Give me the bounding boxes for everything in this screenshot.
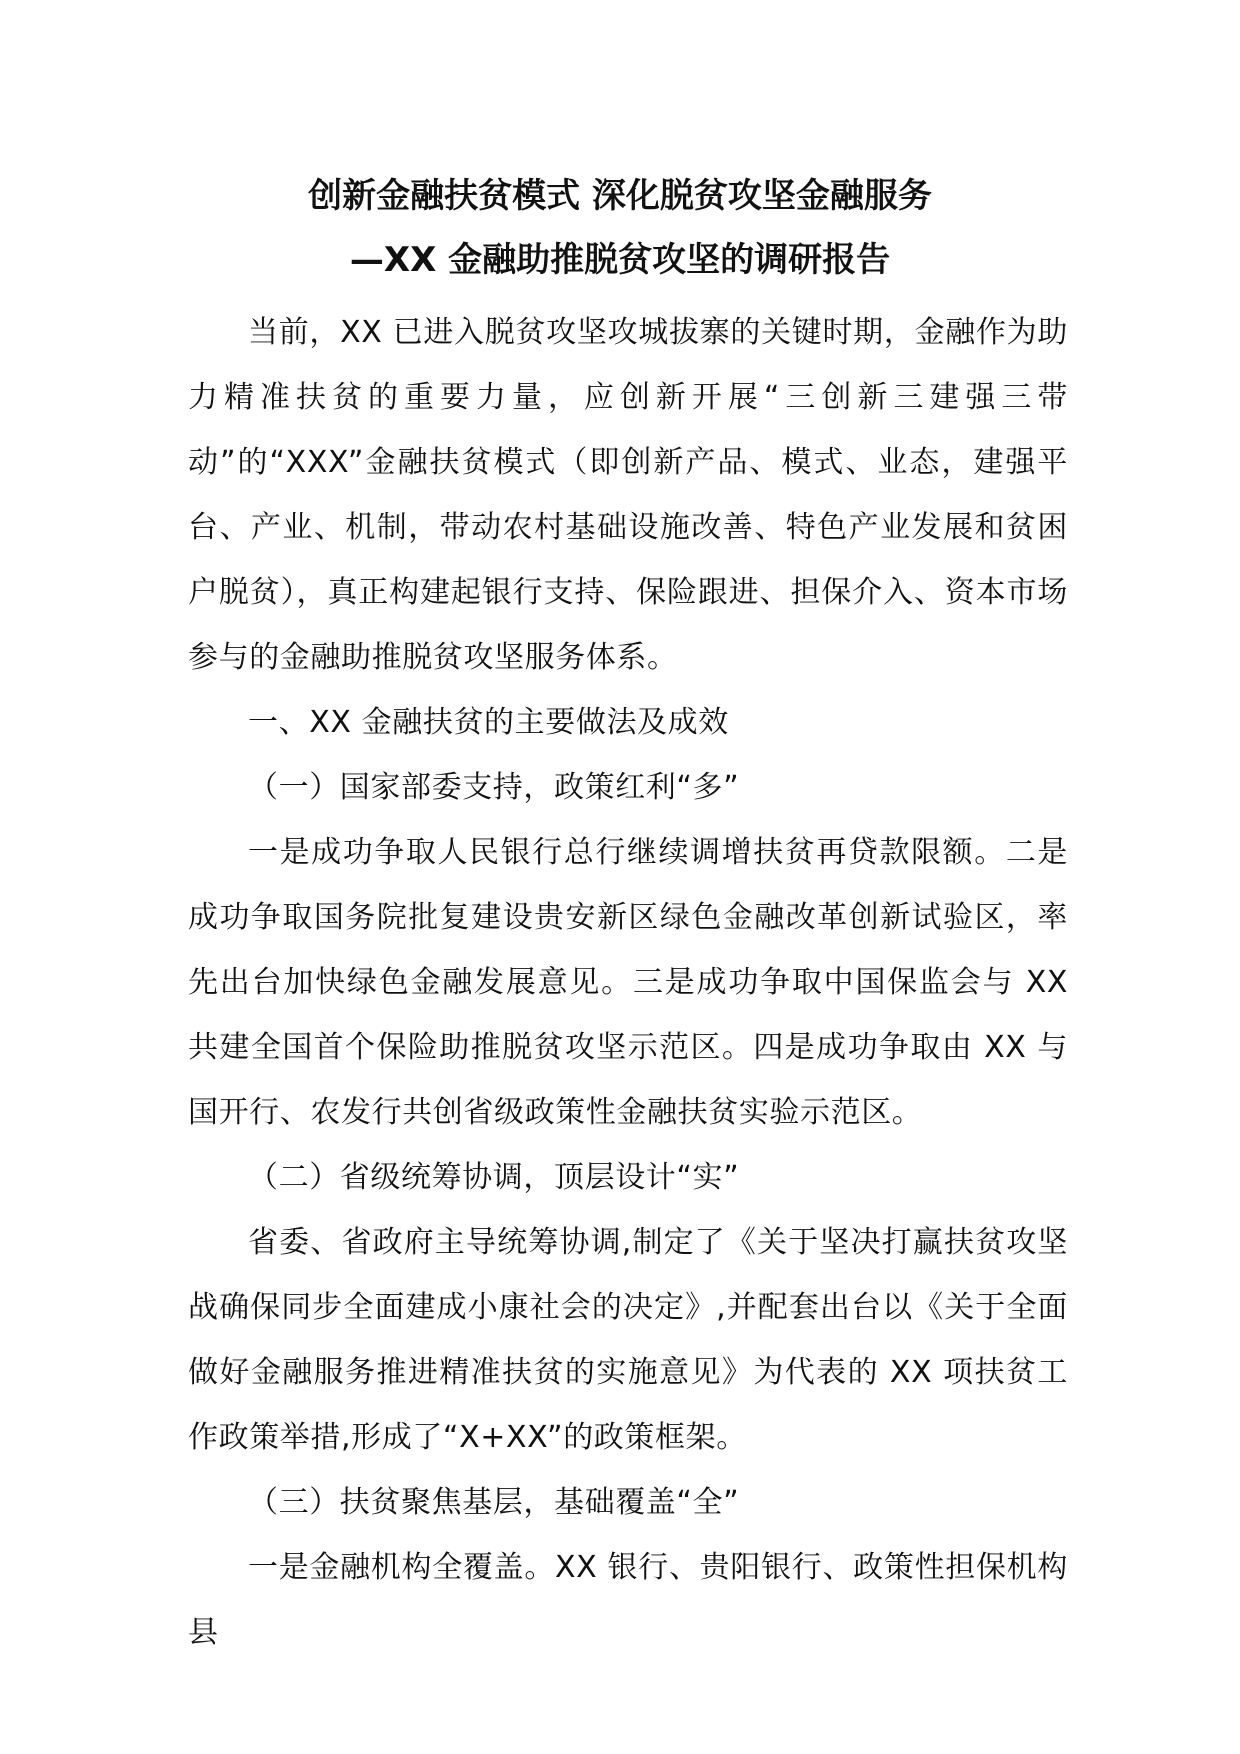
body-paragraph: 一是金融机构全覆盖。XX 银行、贵阳银行、政策性担保机构县	[188, 1550, 1068, 1650]
subsection-heading: （一）国家部委支持，政策红利“多”	[248, 770, 740, 805]
document-subtitle: —XX 金融助推脱贫攻坚的调研报告	[349, 240, 891, 280]
section-heading: 一、XX 金融扶贫的主要做法及成效	[248, 705, 729, 740]
intro-paragraph: 当前，XX 已进入脱贫攻坚攻城拔寨的关键时期，金融作为助力精准扶贫的重要力量，应创新开展“三创新三建强三带动”的“XXX”金融扶贫模式（即创新产品、模式、业态，建强平台、产业、机制，带动农村基础设施改善、特色产业发展和贫困户脱贫），真正构建起银行支持、保险跟进、担保介入、资本市场参与的金融助推脱贫攻坚服务体系。	[188, 315, 1068, 675]
body-paragraph: 省委、省政府主导统筹协调,制定了《关于坚决打赢扶贫攻坚战确保同步全面建成小康社会的决定》,并配套出台以《关于全面做好金融服务推进精准扶贫的实施意见》为代表的 XX 项扶贫工作政策举措,形成了“X+XX”的政策框架。	[188, 1225, 1068, 1455]
document-title: 创新金融扶贫模式 深化脱贫攻坚金融服务	[308, 176, 932, 216]
subsection-heading: （三）扶贫聚焦基层，基础覆盖“全”	[248, 1485, 740, 1520]
subsection-heading: （二）省级统筹协调，顶层设计“实”	[248, 1160, 740, 1195]
body-paragraph: 一是成功争取人民银行总行继续调增扶贫再贷款限额。二是成功争取国务院批复建设贵安新区绿色金融改革创新试验区，率先出台加快绿色金融发展意见。三是成功争取中国保监会与 XX 共建全国首个保险助推脱贫攻坚示范区。四是成功争取由 XX 与国开行、农发行共创省级政策性金融扶贫实验示范区。	[188, 835, 1068, 1130]
document-body	[188, 300, 1068, 1665]
